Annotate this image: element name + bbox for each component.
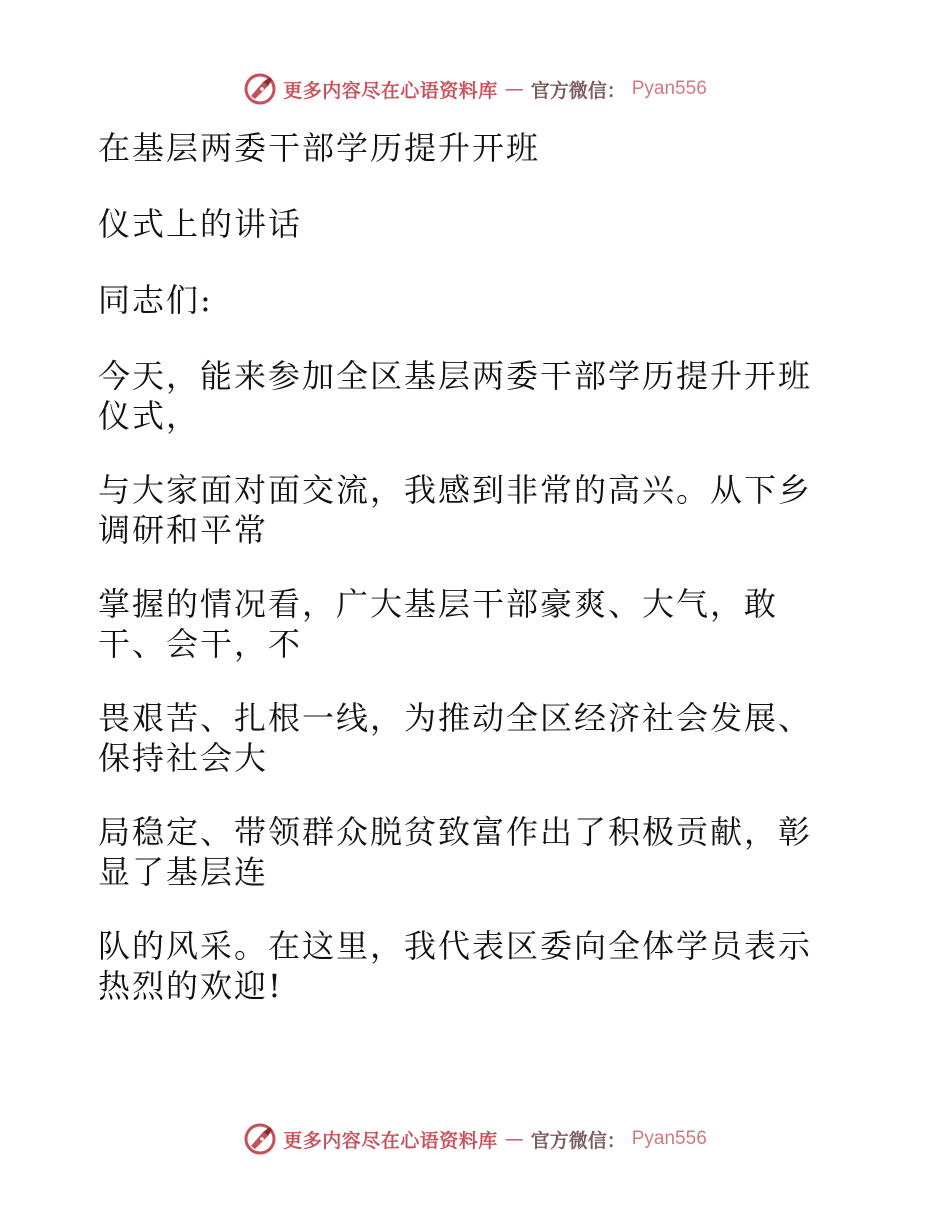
paragraph: 今天，能来参加全区基层两委干部学历提升开班 仪式， (98, 357, 813, 435)
paragraph: 掌握的情况看，广大基层干部豪爽、大气，敢 干、会干，不 (98, 585, 779, 663)
banner-wechat-id: Pyan556 (631, 1128, 707, 1149)
document-title-line-2: 仪式上的讲话 (98, 205, 303, 243)
paragraph: 局稳定、带领群众脱贫致富作出了积极贡献，彰 显了基层连 (98, 813, 813, 891)
banner-separator: — (504, 78, 524, 100)
document-body (98, 128, 838, 1040)
banner-slogan: 更多内容尽在心语资料库 (283, 1129, 498, 1152)
pen-nib-logo-icon (243, 72, 277, 106)
banner-slogan: 更多内容尽在心语资料库 (283, 79, 498, 102)
banner-wechat-label: 官方微信： (530, 1129, 626, 1152)
header-watermark-banner (0, 72, 950, 106)
paragraph: 畏艰苦、扎根一线，为推动全区经济社会发展、 保持社会大 (98, 699, 813, 777)
paragraph: 队的风采。在这里，我代表区委向全体学员表示 热烈的欢迎! (98, 927, 813, 1005)
banner-separator: — (504, 1128, 524, 1150)
paragraph: 与大家面对面交流，我感到非常的高兴。从下乡 调研和平常 (98, 471, 813, 549)
document-title-line-1: 在基层两委干部学历提升开班 (98, 129, 541, 167)
pen-nib-logo-icon (243, 1122, 277, 1156)
salutation: 同志们: (98, 281, 213, 319)
banner-wechat-id: Pyan556 (631, 78, 707, 99)
footer-watermark-banner (0, 1122, 950, 1156)
banner-wechat-label: 官方微信： (530, 79, 626, 102)
